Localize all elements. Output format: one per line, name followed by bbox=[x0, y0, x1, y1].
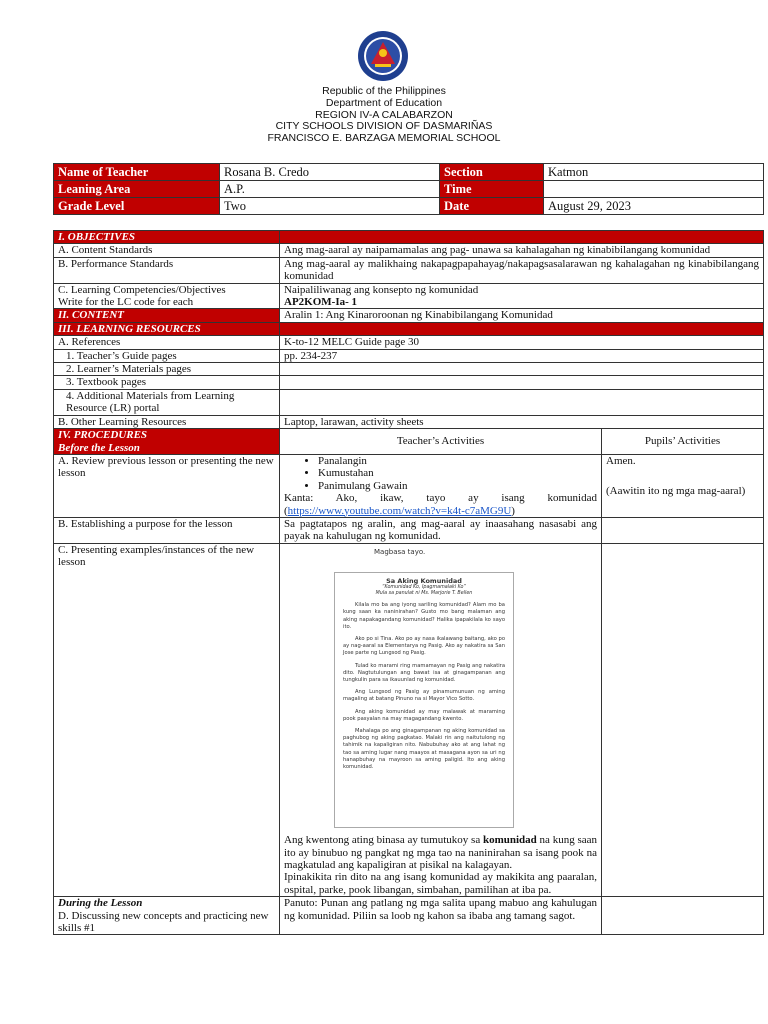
review-pupils bbox=[602, 454, 764, 517]
date-value: August 29, 2023 bbox=[544, 198, 764, 215]
teacher-value: Rosana B. Credo bbox=[220, 164, 440, 181]
competencies-value bbox=[280, 283, 764, 309]
area-value: A.P. bbox=[220, 181, 440, 198]
tg-label: 1. Teacher’s Guide pages bbox=[54, 349, 280, 362]
lesson-plan-table bbox=[53, 230, 764, 935]
table-row bbox=[54, 283, 764, 309]
grade-label: Grade Level bbox=[54, 198, 220, 215]
other-resources-value: Laptop, larawan, activity sheets bbox=[280, 415, 764, 428]
lm-label: 2. Learner’s Materials pages bbox=[54, 363, 280, 376]
table-row bbox=[54, 309, 764, 322]
list-item: • Panimulang Gawain bbox=[318, 480, 597, 492]
reading-paragraph: Tulad ko marami ring mamamayan ng Pasig ang nakatira dito. Nagtutulungan ang bawat isa at ginagampanan ang tungkulin para sa ikauunlad ng komunidad. bbox=[343, 662, 505, 683]
content-standards-value: Ang mag-aaral ay naipamamalas ang pag- unawa sa kahalagahan ng kinabibilangang komunidad bbox=[280, 244, 764, 257]
pupil-response: (Aawitin ito ng mga mag-aaral) bbox=[606, 485, 746, 498]
procedures-title bbox=[54, 429, 280, 455]
table-row bbox=[54, 231, 764, 244]
presenting-teacher bbox=[280, 543, 602, 896]
presenting-pupils bbox=[602, 543, 764, 896]
explanation-keyword: komunidad bbox=[482, 834, 537, 847]
time-value bbox=[544, 181, 764, 198]
section-label: Section bbox=[440, 164, 544, 181]
section-bar bbox=[280, 231, 764, 244]
performance-standards-label: B. Performance Standards bbox=[54, 257, 280, 283]
date-label: Date bbox=[440, 198, 544, 215]
references-value: K-to-12 MELC Guide page 30 bbox=[280, 336, 764, 349]
competency-text: Naipaliliwanag ang konsepto ng komunidad bbox=[284, 283, 479, 296]
table-row bbox=[54, 257, 764, 283]
table-row bbox=[54, 517, 764, 543]
review-teacher bbox=[280, 454, 602, 517]
pupils-activities-header: Pupils’ Activities bbox=[602, 429, 764, 455]
am-label: 4. Additional Materials from Learning Resource (LR) portal bbox=[54, 389, 280, 415]
list-item: • Panalangin bbox=[318, 455, 597, 467]
explanation-text bbox=[284, 834, 597, 871]
lc-code: AP2KOM-Ia- 1 bbox=[284, 296, 358, 309]
discussing-pupils bbox=[602, 897, 764, 935]
tb-value bbox=[280, 376, 764, 389]
table-row bbox=[54, 322, 764, 335]
list-item: • Kumustahan bbox=[318, 467, 597, 479]
magbasa-text: Magbasa tayo. bbox=[374, 547, 426, 556]
references-label: A. References bbox=[54, 336, 280, 349]
competencies-label bbox=[54, 283, 280, 309]
table-row bbox=[54, 336, 764, 349]
table-row bbox=[54, 454, 764, 517]
other-resources-label: B. Other Learning Resources bbox=[54, 415, 280, 428]
content-title: II. CONTENT bbox=[54, 309, 280, 322]
table-row bbox=[54, 349, 764, 362]
kanta-link-line: (https://www.youtube.com/watch?v=k4t-c7aMG9U) bbox=[284, 504, 515, 517]
reading-subtitle: “Komunidad Ko, Ipagmamalaki Ko” bbox=[382, 585, 466, 591]
deped-seal bbox=[357, 30, 409, 82]
reading-passage-image bbox=[334, 572, 514, 828]
table-row bbox=[54, 415, 764, 428]
performance-standards-value: Ang mag-aaral ay malikhaing nakapagpapahayag/nakapagsasalarawan ng kahalagahan ng kinabibilangang komunidad bbox=[280, 257, 764, 283]
time-label: Time bbox=[440, 181, 544, 198]
grade-value: Two bbox=[220, 198, 440, 215]
content-standards-label: A. Content Standards bbox=[54, 244, 280, 257]
reading-paragraph: Ako po si Tina. Ako po ay nasa ikalawang baitang, ako po ay nag-aaral sa Elementarya ng Pasig. Ako ay nakatira sa San Jose parte ng Lungsod ng Pasig. bbox=[343, 635, 505, 657]
panuto-value: Panuto: Punan ang patlang ng mga salita upang mabuo ang kahulugan ng komunidad. Piliin sa loob ng kahon sa ibaba ang tamang sagot. bbox=[280, 897, 602, 935]
resources-title: III. LEARNING RESOURCES bbox=[54, 322, 280, 335]
procedures-heading: IV. PROCEDURES bbox=[58, 429, 148, 442]
teacher-label: Name of Teacher bbox=[54, 164, 220, 181]
reading-author: Mula sa panulat ni Ms. Marjorie T. Bellen bbox=[375, 591, 473, 597]
purpose-pupils bbox=[602, 517, 764, 543]
explanation-part: Ang kwentong ating binasa ay tumutukoy sa bbox=[284, 834, 481, 847]
explanation-text-2: Ipinakikita rin dito na ang isang komunidad ay makikita ang paaralan, ospital, parke, pook libangan, simbahan, pamilihan at iba pa. bbox=[284, 871, 597, 896]
during-lesson-heading: During the Lesson bbox=[58, 897, 143, 910]
header-line: CITY SCHOOLS DIVISION OF DASMARIÑAS bbox=[275, 120, 493, 133]
purpose-label: B. Establishing a purpose for the lesson bbox=[54, 517, 280, 543]
purpose-value: Sa pagtatapos ng aralin, ang mag-aaral ay inaasahang nasasabi ang payak na kahulugan ng komunidad. bbox=[280, 517, 602, 543]
header-line: Department of Education bbox=[325, 96, 443, 109]
competencies-line: Write for the LC code for each bbox=[58, 296, 194, 309]
table-row bbox=[54, 897, 764, 935]
header-line: FRANCISCO E. BARZAGA MEMORIAL SCHOOL bbox=[267, 132, 501, 145]
table-row bbox=[54, 244, 764, 257]
table-row bbox=[54, 389, 764, 415]
before-lesson-heading: Before the Lesson bbox=[58, 441, 140, 454]
table-row bbox=[54, 376, 764, 389]
lm-value bbox=[280, 363, 764, 376]
review-list bbox=[284, 455, 597, 492]
section-value: Katmon bbox=[544, 164, 764, 181]
explanation-part: na kung saan ito ay binubuo ng pangkat ng mga tao na naninirahan sa isang pook na magkatulad ang kapaligiran at pisikal na kalagayan. bbox=[284, 834, 597, 871]
competencies-line: C. Learning Competencies/Objectives bbox=[58, 283, 226, 296]
area-label: Leaning Area bbox=[54, 181, 220, 198]
presenting-label: C. Presenting examples/instances of the new lesson bbox=[54, 543, 280, 896]
discussing-text: D. Discussing new concepts and practicing new skills #1 bbox=[58, 909, 269, 934]
table-row bbox=[54, 363, 764, 376]
reading-paragraph: Ang Lungsod ng Pasig ay pinamumunuan ng aming magaling at batang Pinuno na si Mayor Vico Sotto. bbox=[343, 689, 505, 703]
header-line: REGION IV-A CALABARZON bbox=[315, 108, 453, 121]
reading-paragraph: Kilala mo ba ang iyong sariling komunidad? Alam mo ba kung saan ka naninirahan? Gusto mo bang malaman ang aking napakagandang komunidad? Halika ipapakilala ko sayo ito. bbox=[343, 602, 505, 630]
header-line: Republic of the Philippines bbox=[322, 85, 446, 97]
objectives-title: I. OBJECTIVES bbox=[54, 231, 280, 244]
reading-paragraph: Mahalaga po ang ginagampanan ng aking komunidad sa paghubog ng aking pagkatao. Malaki rin ang naitutulong ng tahimik na kapaligiran nito. Nabubuhay ako at ang lahat ng tao sa aming lugar nang maayos at masagana ayon sa uri ng hanapbuhay na mayroon sa aming paligid. Ito ang aking komunidad. bbox=[343, 728, 505, 771]
table-row bbox=[54, 429, 764, 455]
review-label: A. Review previous lesson or presenting the new lesson bbox=[54, 454, 280, 517]
teacher-activities-header: Teacher’s Activities bbox=[280, 429, 602, 455]
section-bar bbox=[280, 322, 764, 335]
kanta-text: Kanta: Ako, ikaw, tayo ay isang komunidad bbox=[284, 492, 597, 505]
discussing-label bbox=[54, 897, 280, 935]
tb-label: 3. Textbook pages bbox=[54, 376, 280, 389]
am-value bbox=[280, 389, 764, 415]
tg-value: pp. 234-237 bbox=[280, 349, 764, 362]
school-header bbox=[0, 86, 768, 145]
teacher-info-table bbox=[53, 163, 764, 215]
reading-title: Sa Aking Komunidad bbox=[386, 577, 462, 586]
content-value: Aralin 1: Ang Kinaroroonan ng Kinabibilangang Komunidad bbox=[280, 309, 764, 322]
table-row bbox=[54, 543, 764, 896]
pupil-response: Amen. bbox=[606, 454, 636, 467]
reading-paragraph: Ang aking komunidad ay may malawak at maraming pook pasyalan na may magagandang kwento. bbox=[343, 708, 505, 722]
youtube-link[interactable]: https://www.youtube.com/watch?v=k4t-c7aMG9U bbox=[287, 504, 512, 517]
